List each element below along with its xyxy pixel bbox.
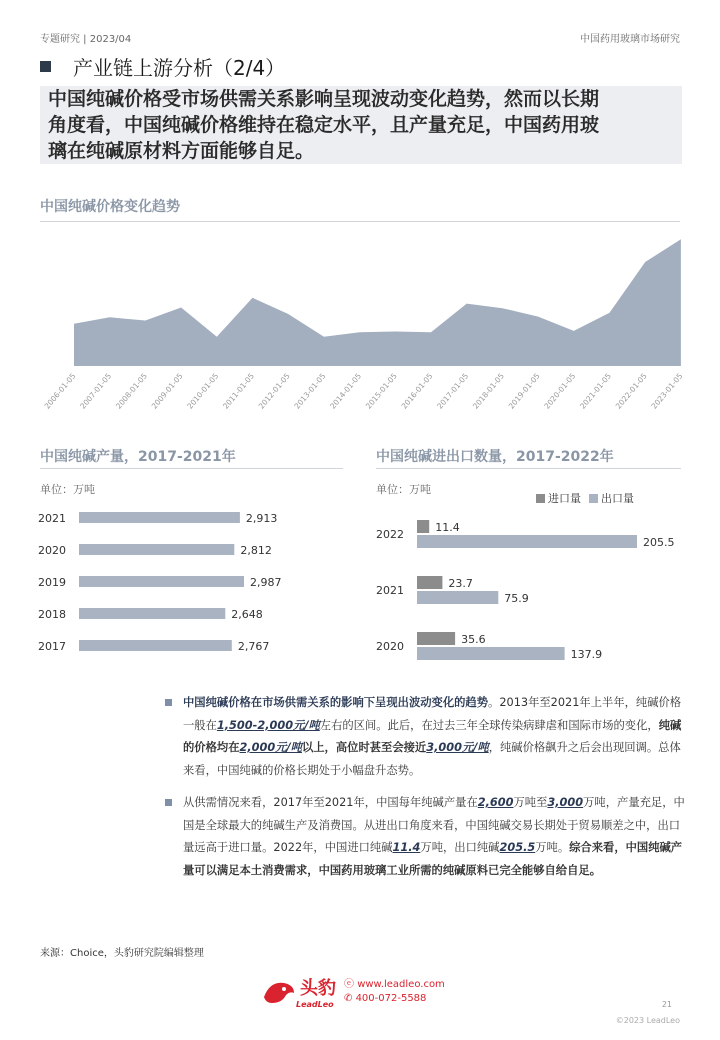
copyright: ©2023 LeadLeo: [615, 1016, 680, 1025]
production-category-label: 2019: [38, 576, 66, 589]
summary-line: 中国纯碱价格受市场供需关系影响呈现波动变化趋势，然而以长期: [48, 88, 600, 110]
trade-chart-title: 中国纯碱进出口数量，2017-2022年: [376, 449, 614, 465]
header-right: 中国药用玻璃市场研究: [580, 34, 680, 45]
price-x-tick-label: 2016-01-05: [399, 371, 435, 411]
analysis-bullets: [165, 692, 685, 892]
production-category-label: 2021: [38, 512, 66, 525]
price-x-tick-label: 2015-01-05: [363, 371, 399, 411]
bullet-text: 万吨至: [513, 796, 548, 809]
summary-box: [40, 86, 682, 164]
bullet-text: 。2013年至2021年上半年，纯碱价格一般在: [183, 696, 682, 732]
logo-text: [296, 974, 336, 1009]
trade-category-label: 2021: [376, 584, 404, 597]
section-title: [40, 52, 285, 81]
import-value-label: 11.4: [435, 521, 460, 534]
section-square-icon: [40, 61, 51, 72]
price-x-tick-label: 2018-01-05: [471, 371, 506, 411]
highlight-text: 1,500-2,000元/吨: [216, 718, 320, 732]
price-x-tick-label: 2020-01-05: [542, 371, 578, 411]
price-x-tick-label: 2014-01-05: [328, 371, 364, 411]
footer-url[interactable]: www.leadleo.com: [357, 978, 445, 990]
footer-phone: 400-072-5588: [355, 992, 427, 1004]
production-bar: [79, 544, 234, 555]
source-note: 来源：Choice，头豹研究院编辑整理: [40, 948, 204, 959]
production-chart-divider: [40, 468, 343, 469]
trade-category-label: 2020: [376, 640, 404, 653]
price-area-series: [74, 239, 681, 366]
export-value-label: 137.9: [570, 648, 603, 661]
price-x-tick-label: 2011-01-05: [221, 371, 257, 411]
summary-line: 角度看，中国纯碱价格维持在稳定水平，且产量充足，中国药用玻: [48, 114, 600, 136]
price-trend-chart: [40, 226, 690, 426]
bullet-text: 左右的区间。此后，在过去三年全球传染病肆虐和国际市场的变化，: [319, 718, 659, 732]
export-value-label: 75.9: [504, 592, 529, 605]
trade-bar-chart: [372, 508, 692, 668]
import-bar: [417, 520, 429, 533]
bullet-square-icon: [165, 799, 172, 806]
highlight-text: 2,000元/吨: [239, 741, 302, 754]
price-x-tick-label: 2017-01-05: [435, 371, 471, 411]
web-icon: ⓔ: [344, 978, 358, 990]
bullet-text: 纯碱的价格均在: [183, 718, 682, 754]
production-value-label: 2,812: [240, 544, 272, 557]
logo-contact: [344, 978, 445, 1006]
production-bar-chart: [36, 500, 346, 660]
footer-logo: [262, 974, 445, 1009]
production-bar: [79, 608, 225, 619]
price-x-tick-label: 2007-01-05: [78, 371, 114, 411]
bullet-supply: [165, 792, 685, 882]
bullet-text: ，纯碱价格飙升之后会出现回调。总体来看，中国纯碱的价格长期处于小幅盘升态势。: [183, 741, 681, 777]
trade-legend: [536, 490, 634, 506]
highlight-text: 2,600: [477, 796, 514, 809]
price-chart-divider: [40, 221, 680, 222]
header-left: 专题研究 | 2023/04: [40, 34, 132, 45]
bullet-text: 中国纯碱价格在市场供需关系的影响下呈现出波动变化的趋势: [183, 696, 489, 709]
price-x-tick-label: 2006-01-05: [42, 371, 78, 411]
logo-en: LeadLeo: [296, 1000, 334, 1009]
production-chart-title: 中国纯碱产量，2017-2021年: [40, 449, 236, 465]
production-bar: [79, 576, 244, 587]
bullet-text: 万吨。: [535, 841, 570, 854]
production-value-label: 2,648: [231, 608, 263, 621]
production-value-label: 2,987: [250, 576, 282, 589]
price-x-tick-label: 2010-01-05: [185, 371, 221, 411]
trade-chart-divider: [376, 468, 681, 469]
price-x-tick-label: 2022-01-05: [613, 371, 649, 411]
production-category-label: 2020: [38, 544, 66, 557]
price-x-tick-label: 2013-01-05: [292, 371, 328, 411]
production-category-label: 2017: [38, 640, 66, 653]
import-bar: [417, 576, 442, 589]
import-value-label: 23.7: [448, 577, 473, 590]
highlight-text: 3,000: [547, 796, 584, 809]
trade-category-label: 2022: [376, 528, 404, 541]
highlight-text: 11.4: [392, 841, 421, 854]
import-legend-label: 进口量: [548, 492, 581, 505]
bullet-text: 万吨，产量充足，中国是全球最大的纯碱生产及消费国。从进出口角度来看，中国纯碱交易长期处于贸易顺差之中，出口量远高于进口量。2022年，中国进口纯碱: [183, 796, 685, 854]
price-x-tick-label: 2023-01-05: [649, 371, 685, 411]
production-bar: [79, 512, 240, 523]
production-category-label: 2018: [38, 608, 66, 621]
bullet-text: 万吨，出口纯碱: [420, 841, 500, 854]
production-value-label: 2,767: [237, 640, 270, 653]
phone-icon: ✆: [344, 992, 356, 1004]
trade-unit: 单位：万吨: [376, 483, 431, 496]
production-bar: [79, 640, 232, 651]
price-x-tick-label: 2019-01-05: [506, 371, 542, 411]
highlight-text: 205.5: [499, 841, 536, 854]
summary-line: 璃在纯碱原材料方面能够自足。: [48, 140, 315, 162]
export-legend-swatch: [589, 494, 598, 503]
leopard-logo-icon: [262, 977, 296, 1007]
bullet-text: 从供需情况来看，2017年至2021年，中国每年纯碱产量在: [183, 796, 478, 809]
price-x-tick-label: 2009-01-05: [149, 371, 185, 411]
bullet-square-icon: [165, 699, 172, 706]
production-unit: 单位：万吨: [40, 483, 95, 496]
bullet-text: 以上，高位时甚至会接近: [301, 741, 427, 754]
price-x-tick-label: 2008-01-05: [114, 371, 149, 411]
import-legend-swatch: [536, 494, 545, 503]
export-legend-label: 出口量: [601, 492, 634, 505]
page-number: 21: [661, 1000, 672, 1009]
highlight-text: 3,000元/吨: [426, 741, 489, 754]
export-bar: [417, 535, 637, 548]
section-title-text: 产业链上游分析（2/4）: [73, 56, 286, 80]
import-value-label: 35.6: [461, 633, 486, 646]
bullet-price: [165, 692, 685, 782]
production-value-label: 2,913: [245, 512, 278, 525]
import-bar: [417, 632, 455, 645]
price-chart-title: 中国纯碱价格变化趋势: [40, 199, 180, 215]
export-bar: [417, 591, 498, 604]
bullet-text: 综合来看，中国纯碱产量可以满足本土消费需求，中国药用玻璃工业所需的纯碱原料已完全能够自给自足。: [183, 841, 683, 877]
logo-cn: 头豹: [300, 978, 336, 999]
export-value-label: 205.5: [643, 536, 675, 549]
price-x-tick-label: 2021-01-05: [578, 371, 614, 411]
export-bar: [417, 647, 565, 660]
price-x-tick-label: 2012-01-05: [256, 371, 292, 411]
